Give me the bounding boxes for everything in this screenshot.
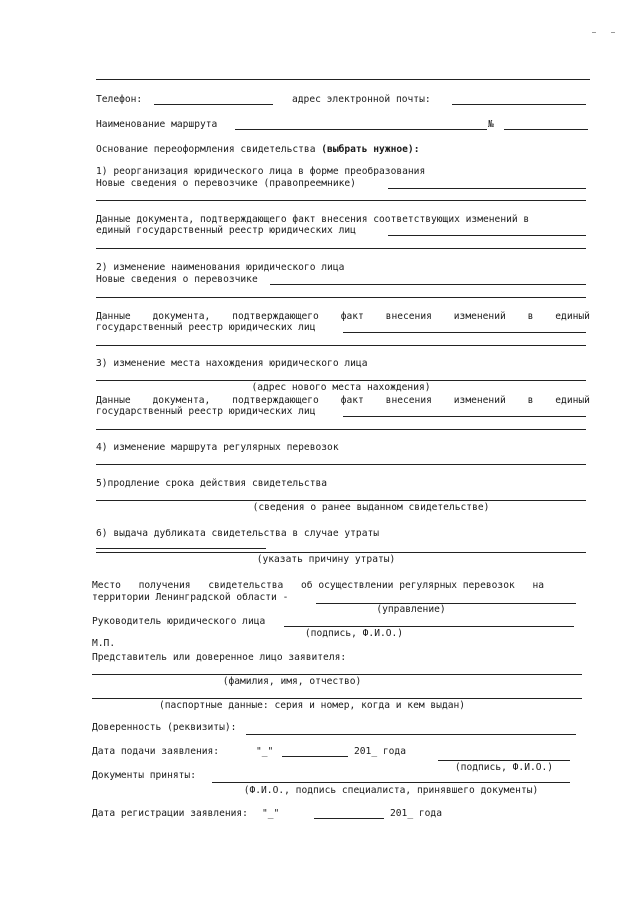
accepted-caption: (Ф.И.О., подпись специалиста, принявшего документы) xyxy=(243,785,539,796)
section2-doc-line1 xyxy=(96,311,590,322)
route-number-field[interactable] xyxy=(504,129,588,130)
registration-year: 201_ года xyxy=(390,808,442,819)
section5-field[interactable] xyxy=(96,500,586,501)
registration-month-field[interactable] xyxy=(314,818,384,819)
basis-label xyxy=(96,144,419,155)
doc-word: изменений xyxy=(453,395,506,406)
submission-caption: (подпись, Ф.И.О.) xyxy=(454,762,554,773)
doc-word: единый xyxy=(555,311,590,322)
representative-passport-caption: (паспортные данные: серия и номер, когда и кем выдан) xyxy=(158,700,466,711)
section3-doc-field[interactable] xyxy=(343,416,586,417)
representative-label: Представитель или доверенное лицо заявителя: xyxy=(92,652,347,663)
section2-doc-line2: государственный реестр юридических лиц xyxy=(96,322,316,333)
section3-caption: (адрес нового места нахождения) xyxy=(251,382,431,393)
section2-doc-field[interactable] xyxy=(343,332,586,333)
head-caption: (подпись, Ф.И.О.) xyxy=(304,628,404,639)
registration-day[interactable]: "_" xyxy=(262,808,280,819)
representative-name-field[interactable] xyxy=(92,674,582,675)
section2-doc-field-2[interactable] xyxy=(96,345,586,346)
head-signature-field[interactable] xyxy=(284,626,574,627)
section2-title: 2) изменение наименования юридического лица xyxy=(96,262,345,273)
submission-day[interactable]: "_" xyxy=(256,746,274,757)
section1-doc-field-2[interactable] xyxy=(96,248,586,249)
section3-title: 3) изменение места нахождения юридического лица xyxy=(96,358,368,369)
section3-address-field[interactable] xyxy=(96,380,586,381)
route-name-label: Наименование маршрута xyxy=(96,119,218,130)
submission-year: 201_ года xyxy=(354,746,406,757)
registration-label: Дата регистрации заявления: xyxy=(92,808,248,819)
submission-label: Дата подачи заявления: xyxy=(92,746,220,757)
phone-label: Телефон: xyxy=(96,94,143,105)
doc-word: Данные xyxy=(96,311,131,322)
doc-word: внесения xyxy=(385,395,432,406)
doc-word: в xyxy=(527,311,534,322)
section3-doc-line1 xyxy=(96,395,590,406)
section2-new-info-field[interactable] xyxy=(270,284,586,285)
submission-month-field[interactable] xyxy=(282,756,348,757)
receipt-word: Место xyxy=(92,580,121,591)
section2-new-info-label: Новые сведения о перевозчике xyxy=(96,274,258,285)
receipt-word: на xyxy=(532,580,544,591)
section3-doc-line2: государственный реестр юридических лиц xyxy=(96,406,316,417)
section6-caption: (указать причину утраты) xyxy=(256,554,396,565)
section1-new-info-field-2[interactable] xyxy=(96,200,586,201)
section1-doc-line1: Данные документа, подтверждающего факт внесения соответствующих изменений в xyxy=(96,214,530,225)
representative-passport-field[interactable] xyxy=(92,698,582,699)
phone-field[interactable] xyxy=(154,104,273,105)
doc-word: единый xyxy=(555,395,590,406)
receipt-caption: (управление) xyxy=(376,604,446,615)
basis-choose: (выбрать нужное): xyxy=(321,144,420,155)
doc-word: документа, xyxy=(152,311,211,322)
section5-title: 5)продление срока действия свидетельства xyxy=(96,478,328,489)
section4-field[interactable] xyxy=(96,464,586,465)
receipt-line2: территории Ленинградской области - xyxy=(92,592,289,603)
doc-word: подтверждающего xyxy=(232,395,319,406)
section1-doc-field[interactable] xyxy=(388,235,586,236)
email-label: адрес электронной почты: xyxy=(292,94,431,105)
section1-title: 1) реорганизация юридического лица в форме преобразования xyxy=(96,166,426,177)
email-field[interactable] xyxy=(452,104,586,105)
section2-new-info-field-2[interactable] xyxy=(96,297,586,298)
section4-title: 4) изменение маршрута регулярных перевозок xyxy=(96,442,339,453)
section1-new-info-label: Новые сведения о перевозчике (правопреемнике) xyxy=(96,178,356,189)
submission-signature-field[interactable] xyxy=(438,760,570,761)
representative-name-caption: (фамилия, имя, отчество) xyxy=(222,676,362,687)
section1-doc-line2: единый государственный реестр юридических лиц xyxy=(96,225,356,236)
head-label: Руководитель юридического лица xyxy=(92,616,266,627)
section6-title: 6) выдача дубликата свидетельства в случае утраты xyxy=(96,528,380,539)
doc-word: факт xyxy=(340,395,364,406)
route-name-field[interactable] xyxy=(235,129,487,130)
receipt-word: об осуществлении регулярных перевозок xyxy=(301,580,515,591)
doc-word: в xyxy=(527,395,534,406)
basis-text: Основание переоформления свидетельства xyxy=(96,144,316,155)
doc-word: внесения xyxy=(385,311,432,322)
section5-caption: (сведения о ранее выданном свидетельстве) xyxy=(252,502,490,513)
section1-new-info-field[interactable] xyxy=(388,188,586,189)
accepted-label: Документы приняты: xyxy=(92,770,196,781)
scan-mark xyxy=(592,32,596,33)
doc-word: изменений xyxy=(453,311,506,322)
scan-mark xyxy=(611,32,615,33)
receipt-word: получения xyxy=(138,580,191,591)
doc-word: документа, xyxy=(152,395,211,406)
receipt-word: свидетельства xyxy=(208,580,284,591)
route-number-sign: № xyxy=(488,119,494,130)
top-field-line[interactable] xyxy=(96,79,590,80)
section6-field-1[interactable] xyxy=(96,548,266,549)
doc-word: Данные xyxy=(96,395,131,406)
section3-doc-field-2[interactable] xyxy=(96,429,586,430)
stamp-label: М.П. xyxy=(92,638,116,649)
section6-field-2[interactable] xyxy=(96,552,586,553)
doc-word: подтверждающего xyxy=(232,311,319,322)
power-of-attorney-field[interactable] xyxy=(246,734,576,735)
receipt-line1 xyxy=(92,580,544,591)
accepted-field[interactable] xyxy=(212,782,570,783)
power-of-attorney-label: Доверенность (реквизиты): xyxy=(92,722,237,733)
doc-word: факт xyxy=(340,311,364,322)
